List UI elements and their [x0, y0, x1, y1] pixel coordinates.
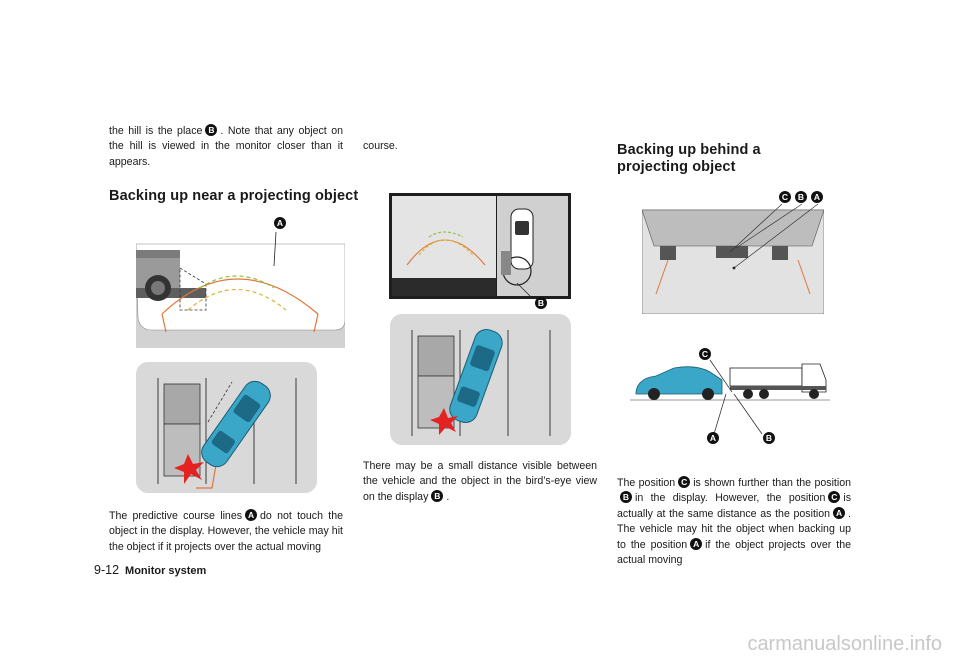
- callout-a-icon: A: [690, 538, 702, 550]
- side-view-illustration: [630, 348, 830, 452]
- callout-b-icon: B: [431, 490, 443, 502]
- page-footer: [94, 561, 206, 579]
- birdseye-collision-figure: [136, 362, 317, 493]
- rear-monitor-figure: [642, 190, 824, 314]
- col2-continued-text: course.: [363, 140, 398, 152]
- rear-monitor-illustration: [642, 190, 824, 314]
- callout-c-icon: C: [828, 491, 840, 503]
- birdseye-illustration: [136, 362, 317, 493]
- callout-a-icon: A: [245, 509, 257, 521]
- callout-a-icon: A: [707, 432, 719, 444]
- callout-c-icon: C: [699, 348, 711, 360]
- birdseye-illustration-2: [390, 314, 571, 445]
- callout-a-icon: A: [274, 217, 286, 229]
- watermark: carmanualsonline.info: [747, 633, 942, 655]
- section-heading-projecting-object: Backing up near a projecting object: [109, 188, 359, 204]
- monitor-view-illustration: [136, 214, 345, 348]
- page-number: 9-12: [94, 563, 120, 577]
- col1-predictive-paragraph: The predictive course lines A do not touch the object in the display. However, the vehicle may hit the object if it projects over the actual moving: [109, 510, 343, 553]
- col3-position-paragraph: The position C is shown further than the positionB in the display. However, the position C is actually at the same distance as the position A . The vehicle may hit the object when backing up to the position A if the object projects over the actual moving: [617, 477, 851, 567]
- split-display-illustration: [389, 193, 571, 299]
- section-title: Monitor system: [125, 565, 207, 577]
- col1-intro-paragraph: the hill is the place B . Note that any object on the hill is viewed in the monitor closer than it appears.: [109, 125, 344, 168]
- side-view-figure: [630, 348, 830, 452]
- callout-b-icon: B: [205, 124, 217, 136]
- callout-b-icon: B: [763, 432, 775, 444]
- split-display-figure: [389, 193, 571, 313]
- birdseye-collision-figure-2: [390, 314, 571, 445]
- callout-c-icon: C: [678, 476, 690, 488]
- callout-b-icon: B: [535, 297, 547, 309]
- monitor-view-figure: [136, 214, 345, 348]
- callout-a-icon: A: [811, 191, 823, 203]
- callout-b-icon: B: [620, 491, 632, 503]
- callout-b-icon: B: [795, 191, 807, 203]
- callout-a-icon: A: [833, 507, 845, 519]
- callout-c-icon: C: [779, 191, 791, 203]
- section-heading-behind-object: Backing up behind a projecting object: [617, 142, 761, 175]
- col2-distance-paragraph: There may be a small distance visible between the vehicle and the object in the bird’s-eye view on the display B .: [363, 460, 597, 503]
